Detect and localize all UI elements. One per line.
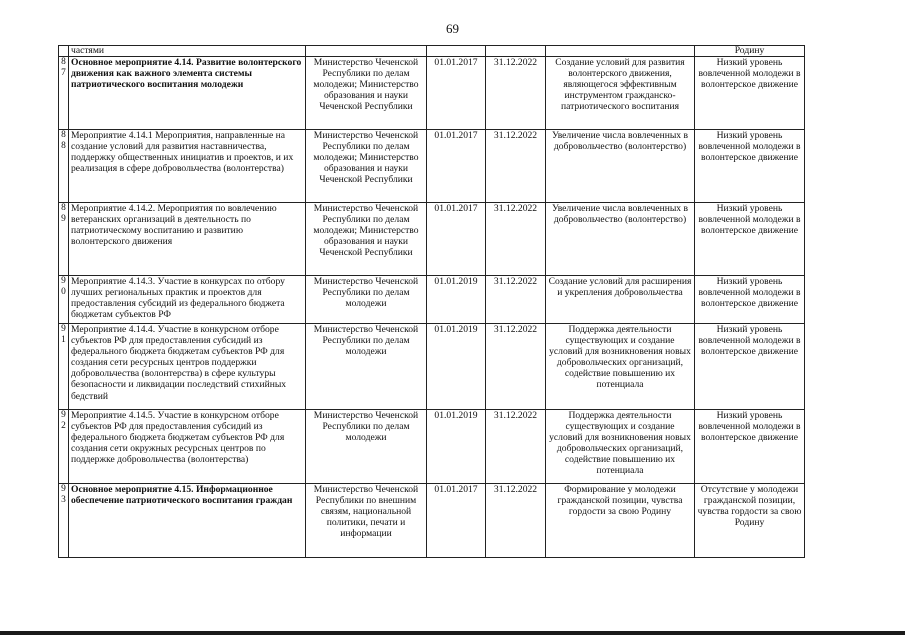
start-date [427, 46, 486, 57]
expected-result: Увеличение числа вовлеченных в добровольчество (волонтерство) [546, 130, 695, 203]
risk: Низкий уровень вовлеченной молодежи в волонтерское движение [695, 410, 805, 484]
end-date: 31.12.2022 [486, 57, 546, 130]
expected-result: Создание условий для расширения и укрепления добровольчества [546, 276, 695, 324]
activity-name: Мероприятие 4.14.2. Мероприятия по вовлечению ветеранских организаций в деятельность по патриотическому воспитанию и развитию волонтерского движения [69, 203, 306, 276]
expected-result: Поддержка деятельности существующих и создание условий для возникновения новых добровольческих организаций, содействие повышению их потенциала [546, 324, 695, 410]
risk: Низкий уровень вовлеченной молодежи в волонтерское движение [695, 276, 805, 324]
executor: Министерство Чеченской Республики по делам молодежи [306, 324, 427, 410]
table-row [59, 130, 805, 203]
table-row [59, 410, 805, 484]
row-number: 92 [59, 410, 69, 484]
activity-name: Основное мероприятие 4.14. Развитие волонтерского движения как важного элемента системы патриотического воспитания молодежи [69, 57, 306, 130]
start-date: 01.01.2017 [427, 57, 486, 130]
risk: Низкий уровень вовлеченной молодежи в волонтерское движение [695, 203, 805, 276]
table-row-continued [59, 46, 805, 57]
activity-name: Мероприятие 4.14.4. Участие в конкурсном отборе субъектов РФ для предоставления субсидий из федерального бюджета бюджетам субъектов РФ для создания сети ресурсных центров поддержки добровольчества (волонтерства) в сфере культуры безопасности и ликвидации последствий стихийных бедствий [69, 324, 306, 410]
activity-name: Мероприятие 4.14.1 Мероприятия, направленные на создание условий для развития наставничества, поддержку общественных инициатив и проектов, и их реализация в сфере добровольчества (волонтерства) [69, 130, 306, 203]
row-number: 91 [59, 324, 69, 410]
expected-result: Увеличение числа вовлеченных в добровольчество (волонтерство) [546, 203, 695, 276]
start-date: 01.01.2019 [427, 324, 486, 410]
expected-result [546, 46, 695, 57]
executor: Министерство Чеченской Республики по делам молодежи; Министерство образования и науки Чеченской Республики [306, 203, 427, 276]
activity-name: Мероприятие 4.14.3. Участие в конкурсах по отбору лучших региональных практик и проектов для предоставления субсидий из федерального бюджета бюджетам субъектов РФ [69, 276, 306, 324]
executor [306, 46, 427, 57]
expected-result: Поддержка деятельности существующих и создание условий для возникновения новых добровольческих организаций, содействие повышению их потенциала [546, 410, 695, 484]
expected-result: Создание условий для развития волонтерского движения, являющегося эффективным инструментом гражданско-патриотического воспитания [546, 57, 695, 130]
end-date: 31.12.2022 [486, 484, 546, 558]
executor: Министерство Чеченской Республики по делам молодежи [306, 410, 427, 484]
scan-edge-bar [0, 631, 905, 635]
row-number [59, 46, 69, 57]
end-date: 31.12.2022 [486, 276, 546, 324]
start-date: 01.01.2019 [427, 276, 486, 324]
expected-result: Формирование у молодежи гражданской позиции, чувства гордости за свою Родину [546, 484, 695, 558]
risk: Родину [695, 46, 805, 57]
row-number: 93 [59, 484, 69, 558]
page-number: 69 [446, 21, 459, 36]
executor: Министерство Чеченской Республики по делам молодежи; Министерство образования и науки Чеченской Республики [306, 57, 427, 130]
risk: Низкий уровень вовлеченной молодежи в волонтерское движение [695, 324, 805, 410]
end-date: 31.12.2022 [486, 203, 546, 276]
program-table [58, 45, 805, 558]
risk: Отсутствие у молодежи гражданской позиции, чувства гордости за свою Родину [695, 484, 805, 558]
start-date: 01.01.2019 [427, 410, 486, 484]
start-date: 01.01.2017 [427, 130, 486, 203]
executor: Министерство Чеченской Республики по делам молодежи [306, 276, 427, 324]
row-number: 90 [59, 276, 69, 324]
table-row [59, 203, 805, 276]
activity-name: Мероприятие 4.14.5. Участие в конкурсном отборе субъектов РФ для предоставления субсидий из федерального бюджета бюджетам субъектов РФ для создания сети окружных ресурсных центров по поддержке добровольчества (волонтерства) [69, 410, 306, 484]
risk: Низкий уровень вовлеченной молодежи в волонтерское движение [695, 57, 805, 130]
risk: Низкий уровень вовлеченной молодежи в волонтерское движение [695, 130, 805, 203]
table-row [59, 276, 805, 324]
table-row [59, 324, 805, 410]
end-date: 31.12.2022 [486, 130, 546, 203]
executor: Министерство Чеченской Республики по внешним связям, национальной политики, печати и информации [306, 484, 427, 558]
end-date [486, 46, 546, 57]
end-date: 31.12.2022 [486, 324, 546, 410]
row-number: 88 [59, 130, 69, 203]
start-date: 01.01.2017 [427, 203, 486, 276]
table-row [59, 484, 805, 558]
start-date: 01.01.2017 [427, 484, 486, 558]
end-date: 31.12.2022 [486, 410, 546, 484]
table-row [59, 57, 805, 130]
activity-name: Основное мероприятие 4.15. Информационное обеспечение патриотического воспитания граждан [69, 484, 306, 558]
row-number: 87 [59, 57, 69, 130]
activity-name: частями [69, 46, 306, 57]
row-number: 89 [59, 203, 69, 276]
executor: Министерство Чеченской Республики по делам молодежи; Министерство образования и науки Чеченской Республики [306, 130, 427, 203]
